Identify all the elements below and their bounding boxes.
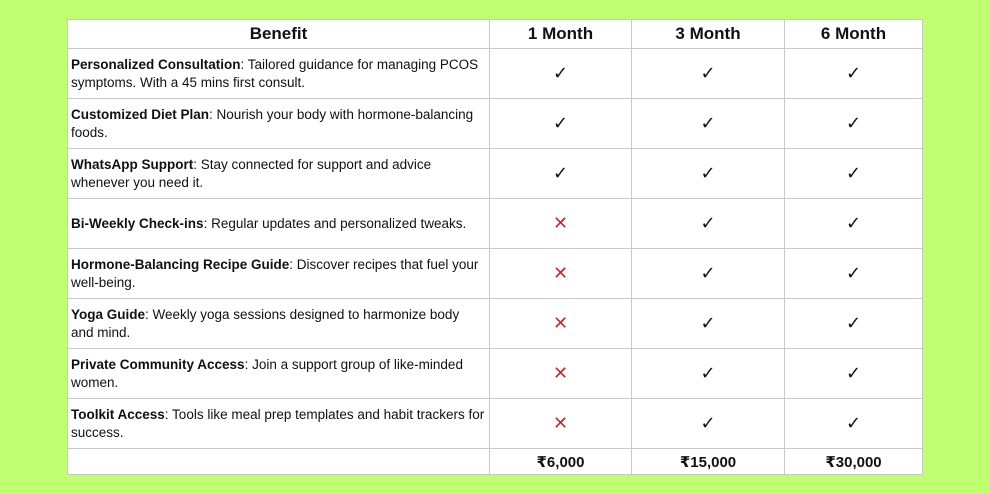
benefit-title: Personalized Consultation — [71, 56, 241, 72]
cross-icon: ✕ — [552, 413, 569, 434]
check-icon: ✓ — [552, 113, 569, 134]
plan-cell-1-month — [490, 149, 632, 199]
plan-cell-3-month — [632, 299, 785, 349]
column-header-1-month: 1 Month — [490, 20, 632, 49]
plan-cell-6-month — [785, 149, 923, 199]
check-icon: ✓ — [845, 413, 862, 434]
table-row — [68, 399, 923, 449]
check-icon: ✓ — [845, 113, 862, 134]
plan-cell-3-month — [632, 399, 785, 449]
column-header-benefit: Benefit — [68, 20, 490, 49]
plan-cell-1-month — [490, 249, 632, 299]
check-icon: ✓ — [845, 263, 862, 284]
benefit-description: : Stay connected for support and advice whenever you need it. — [71, 156, 432, 190]
pricing-table-container — [67, 19, 922, 475]
plan-cell-1-month — [490, 399, 632, 449]
plan-cell-6-month — [785, 249, 923, 299]
check-icon: ✓ — [700, 313, 716, 334]
plan-cell-3-month — [632, 349, 785, 399]
benefit-title: Toolkit Access — [71, 406, 165, 422]
benefit-title: Yoga Guide — [71, 306, 146, 322]
benefit-title: Customized Diet Plan — [71, 106, 210, 122]
benefit-cell — [68, 249, 490, 299]
check-icon: ✓ — [700, 63, 716, 84]
check-icon: ✓ — [845, 63, 862, 84]
plan-cell-1-month — [490, 349, 632, 399]
benefit-rows — [68, 49, 923, 449]
plan-cell-6-month — [785, 399, 923, 449]
table-row — [68, 299, 923, 349]
plan-cell-6-month — [785, 99, 923, 149]
table-row — [68, 49, 923, 99]
cross-icon: ✕ — [552, 263, 569, 284]
check-icon: ✓ — [845, 163, 862, 184]
check-icon: ✓ — [552, 63, 569, 84]
check-icon: ✓ — [700, 363, 716, 384]
benefit-description: : Discover recipes that fuel your well-being. — [71, 256, 479, 290]
plan-cell-1-month — [490, 49, 632, 99]
benefit-description: : Join a support group of like-minded women. — [71, 356, 463, 390]
check-icon: ✓ — [845, 313, 862, 334]
header-row — [68, 20, 923, 49]
benefit-cell — [68, 149, 490, 199]
plan-cell-6-month — [785, 199, 923, 249]
plan-cell-1-month — [490, 99, 632, 149]
check-icon: ✓ — [552, 163, 569, 184]
benefit-title: Private Community Access — [71, 356, 245, 372]
benefit-cell — [68, 199, 490, 249]
price-6-month: ₹30,000 — [785, 449, 923, 475]
price-3-month: ₹15,000 — [632, 449, 785, 475]
benefit-cell — [68, 399, 490, 449]
cross-icon: ✕ — [552, 213, 569, 234]
check-icon: ✓ — [845, 213, 862, 234]
benefit-title: Bi-Weekly Check-ins — [71, 215, 204, 231]
plan-cell-3-month — [632, 249, 785, 299]
check-icon: ✓ — [700, 163, 716, 184]
benefit-description: : Regular updates and personalized tweaks. — [203, 215, 467, 231]
plan-cell-3-month — [632, 99, 785, 149]
check-icon: ✓ — [700, 413, 716, 434]
check-icon: ✓ — [845, 363, 862, 384]
benefit-cell — [68, 49, 490, 99]
column-header-6-month: 6 Month — [785, 20, 923, 49]
plan-cell-6-month — [785, 349, 923, 399]
column-header-3-month: 3 Month — [632, 20, 785, 49]
benefit-title: WhatsApp Support — [71, 156, 194, 172]
plan-cell-1-month — [490, 299, 632, 349]
plan-cell-1-month — [490, 199, 632, 249]
benefit-description: : Tailored guidance for managing PCOS symptoms. With a 45 mins first consult. — [71, 56, 479, 90]
table-row — [68, 199, 923, 249]
table-row — [68, 99, 923, 149]
table-row — [68, 149, 923, 199]
price-1-month: ₹6,000 — [490, 449, 632, 475]
cross-icon: ✕ — [552, 363, 569, 384]
table-row — [68, 349, 923, 399]
check-icon: ✓ — [700, 113, 716, 134]
table-row — [68, 249, 923, 299]
benefit-cell — [68, 349, 490, 399]
benefit-description: : Tools like meal prep templates and habit trackers for success. — [71, 406, 485, 440]
cross-icon: ✕ — [552, 313, 569, 334]
price-row-empty-cell — [68, 449, 490, 475]
plan-cell-3-month — [632, 49, 785, 99]
benefit-cell — [68, 99, 490, 149]
benefit-title: Hormone-Balancing Recipe Guide — [71, 256, 290, 272]
check-icon: ✓ — [700, 213, 716, 234]
pricing-table — [67, 19, 923, 475]
price-row — [68, 449, 923, 475]
benefit-cell — [68, 299, 490, 349]
benefit-description: : Weekly yoga sessions designed to harmonize body and mind. — [71, 306, 460, 340]
plan-cell-6-month — [785, 49, 923, 99]
plan-cell-3-month — [632, 149, 785, 199]
check-icon: ✓ — [700, 263, 716, 284]
plan-cell-6-month — [785, 299, 923, 349]
benefit-description: : Nourish your body with hormone-balancing foods. — [71, 106, 474, 140]
plan-cell-3-month — [632, 199, 785, 249]
